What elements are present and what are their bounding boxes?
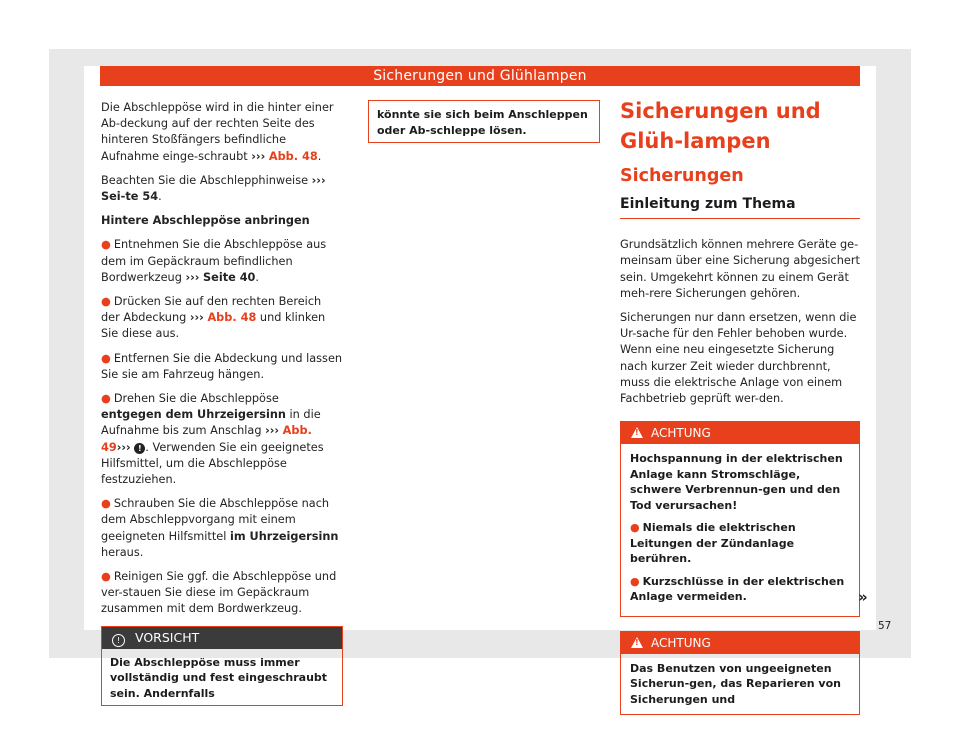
warning-triangle-icon <box>631 427 643 438</box>
paragraph: Die Abschleppöse wird in die hinter einer Ab-deckung auf der rechten Seite des hinteren Stoßfängers befindliche Aufnahme einge-schraubt ››› Abb. 48. <box>101 101 334 163</box>
warning-header: !ACHTUNG <box>621 422 859 444</box>
chapter-title: Sicherungen und Glüh-lampen <box>620 99 821 153</box>
list-item: ● Schrauben Sie die Abschleppöse nach dem Abschleppvorgang mit einem geeigneten Hilfsmittel im Uhrzeigersinn heraus. <box>101 497 339 559</box>
warning-box <box>620 631 860 716</box>
list-item: ● Drehen Sie die Abschleppöse entgegen dem Uhrzeigersinn in die Aufnahme bis zum Anschlag ››› Abb. 49››› ! . Verwenden Sie ein geeignetes Hilfsmittel, um die Abschleppöse festzuziehen. <box>101 392 324 487</box>
caution-notice-continued <box>368 100 600 143</box>
bullet-icon: ● <box>101 351 111 365</box>
list-item: ● Reinigen Sie ggf. die Abschleppöse und ver-stauen Sie diese im Gepäckraum zusammen mit dem Bordwerkzeug. <box>101 570 337 616</box>
caution-notice-text: Die Abschleppöse muss immer vollständig und fest eingeschraubt sein. Andernfalls <box>110 655 328 700</box>
continued-mark: » <box>858 588 868 606</box>
bullet-icon: ● <box>630 574 640 588</box>
bullet-icon: ● <box>101 570 111 584</box>
page-number: 57 <box>878 620 892 632</box>
warning-list-item: ● Niemals die elektrischen Leitungen der Zündanlage berühren. <box>630 521 796 566</box>
caution-notice <box>101 626 343 707</box>
running-header: Sicherungen und Glühlampen <box>100 66 860 86</box>
warning-box <box>620 421 860 617</box>
bullet-icon: ● <box>101 295 111 309</box>
bullet-icon: ● <box>101 392 111 406</box>
info-circle-icon: ! <box>112 634 125 647</box>
figure-link[interactable]: Abb. 48 <box>207 311 257 325</box>
list-item: ● Entfernen Sie die Abdeckung und lassen Sie sie am Fahrzeug hängen. <box>101 351 343 381</box>
warning-triangle-icon <box>631 637 643 648</box>
list-item: ● Entnehmen Sie die Abschleppöse aus dem im Gepäckraum befindlichen Bordwerkzeug ››› Seite 40. <box>101 238 327 284</box>
paragraph: Sicherungen nur dann ersetzen, wenn die Ur-sache für den Fehler behoben wurde. Wenn eine neu eingesetzte Sicherung nach kurzer Zeit wieder durchbrennt, muss die elektrische Anlage von einem Fachbetrieb geprüft wer-den. <box>620 311 857 406</box>
section-title: Sicherungen <box>620 166 744 186</box>
list-item: ● Drücken Sie auf den rechten Bereich der Abdeckung ››› Abb. 48 und klinken Sie diese aus. <box>101 295 326 341</box>
subsection-title: Einleitung zum Thema <box>620 196 860 219</box>
paragraph: Grundsätzlich können mehrere Geräte ge-meinsam über eine Sicherung abgesichert sein. Umgekehrt können zu einem Gerät meh-rere Sicherungen gehören. <box>620 238 860 300</box>
bullet-icon: ● <box>101 497 111 511</box>
caution-notice-text: könnte sie sich beim Anschleppen oder Ab-schleppe lösen. <box>377 108 588 137</box>
bullet-icon: ● <box>101 238 111 252</box>
warning-header: !ACHTUNG <box>621 632 859 654</box>
caution-notice-header: ! VORSICHT <box>102 627 342 649</box>
figure-link[interactable]: Abb. 48 <box>268 149 318 163</box>
figure-link[interactable]: Abb. 49 <box>101 424 312 454</box>
column-left <box>101 100 343 706</box>
subheading: Hintere Abschleppöse anbringen <box>101 214 310 228</box>
warning-text: Hochspannung in der elektrischen Anlage kann Stromschläge, schwere Verbrennun-gen und den Tod verursachen! <box>630 452 843 512</box>
page-link[interactable]: Seite 40 <box>203 270 256 284</box>
column-right <box>620 100 860 729</box>
column-middle <box>368 100 600 143</box>
bullet-icon: ● <box>630 521 640 535</box>
warning-text: Das Benutzen von ungeeigneten Sicherun-gen, das Reparieren von Sicherungen und <box>630 661 841 706</box>
page-link[interactable]: Sei-te 54 <box>101 190 159 204</box>
warning-reference-icon[interactable]: ! <box>134 443 145 454</box>
paragraph: Beachten Sie die Abschlepphinweise ››› Sei-te 54. <box>101 173 326 204</box>
warning-list-item: ● Kurzschlüsse in der elektrischen Anlage vermeiden. <box>630 574 845 604</box>
